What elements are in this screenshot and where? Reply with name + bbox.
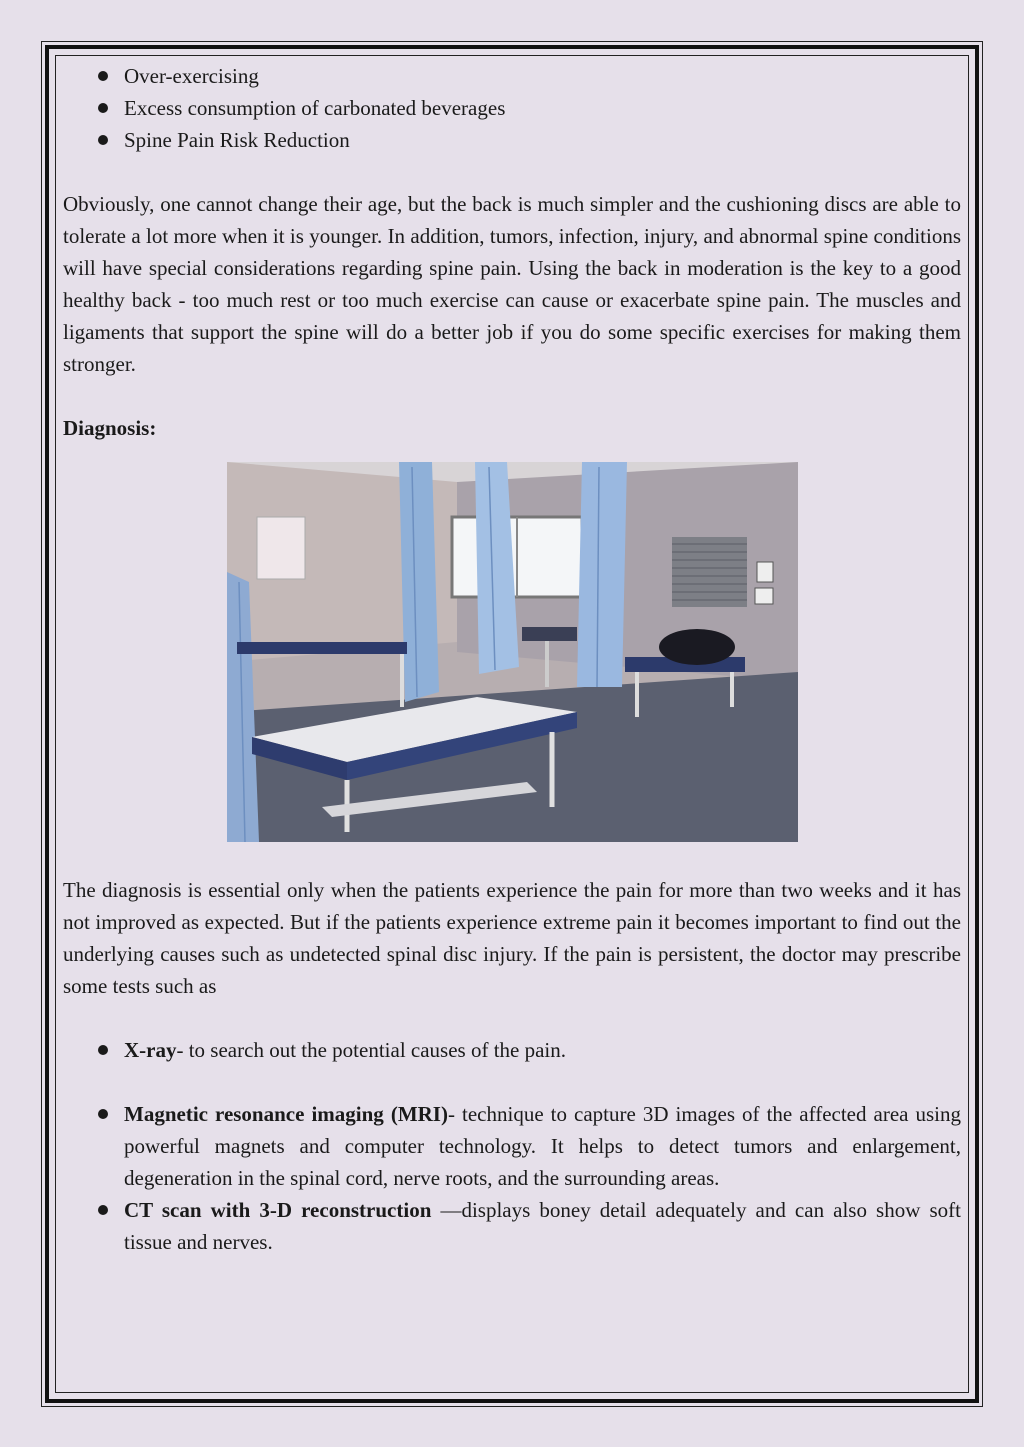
test-description: - technique to capture 3D images of the affected area using powerful magnets and computer technology. It helps to detect tumors and enlargement, degeneration in the spinal cord, nerve roots, and the surrounding areas. <box>124 1102 962 1190</box>
diagnostic-tests-list <box>63 1034 961 1258</box>
list-item <box>63 1034 961 1066</box>
test-term: CT scan with 3-D reconstruction <box>124 1198 432 1222</box>
test-description: —displays boney detail adequately and can also show soft tissue and nerves. <box>124 1198 961 1254</box>
list-item: Excess consumption of carbonated beverages <box>63 92 961 124</box>
test-term: X-ray <box>124 1038 177 1062</box>
diagnosis-heading: Diagnosis: <box>63 416 157 440</box>
list-spacer <box>63 1066 961 1098</box>
list-item: Over-exercising <box>63 60 961 92</box>
document-body <box>63 60 961 1258</box>
test-term: Magnetic resonance imaging (MRI) <box>124 1102 448 1126</box>
test-description: - to search out the potential causes of the pain. <box>176 1038 567 1062</box>
list-item <box>63 1098 961 1194</box>
risk-factor-list <box>63 60 961 156</box>
photo-container <box>63 462 961 842</box>
clinic-treatment-room-photo <box>227 462 798 842</box>
list-item: Spine Pain Risk Reduction <box>63 124 961 156</box>
intro-paragraph: Obviously, one cannot change their age, but the back is much simpler and the cushioning discs are able to tolerate a lot more when it is younger. In addition, tumors, infection, injury, and abnormal spine conditions will have special considerations regarding spine pain. Using the back in moderation is the key to a good healthy back - too much rest or too much exercise can cause or exacerbate spine pain. The muscles and ligaments that support the spine will do a better job if you do some specific exercises for making them stronger. <box>63 192 961 376</box>
diagnosis-paragraph: The diagnosis is essential only when the patients experience the pain for more than two weeks and it has not improved as expected. But if the patients experience extreme pain it becomes important to find out the underlying causes such as undetected spinal disc injury. If the pain is persistent, the doctor may prescribe some tests such as <box>63 878 961 998</box>
list-item <box>63 1194 961 1258</box>
